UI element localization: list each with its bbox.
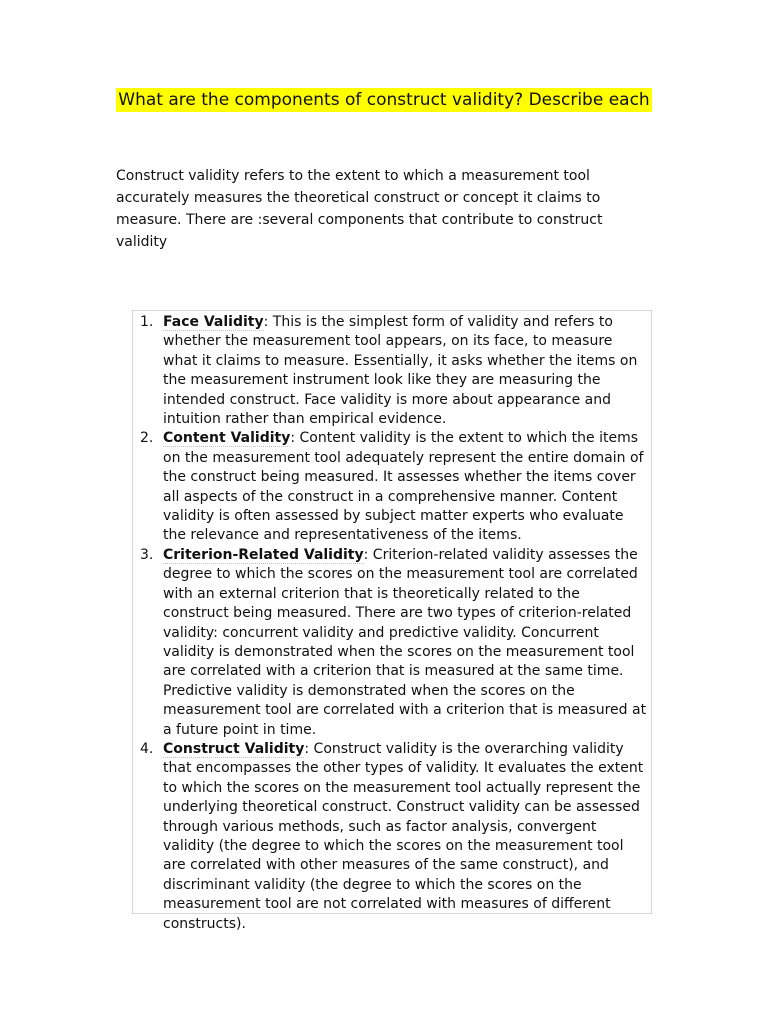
list-item [133,740,651,934]
list-item-text: : Construct validity is the overarching validity that encompasses the other types of validity. It evaluates the extent to which the scores on the measurement tool actually represent the underlying theoretical construct. Construct validity can be assessed through various methods, such as factor analysis, convergent validity (the degree to which the scores on the measurement tool are correlated with other measures of the same construct), and discriminant validity (the degree to which the scores on the measurement tool are not correlated with measures of different constructs). [163,740,644,932]
page-title: What are the components of construct validity? Describe each [118,90,650,110]
list-item [133,429,651,545]
list-item-text: : This is the simplest form of validity and refers to whether the measurement tool appears, on its face, to measure what it claims to measure. Essentially, it asks whether the items on the measurement instrument look like they are measuring the intended construct. Face validity is more about appearance and intuition rather than empirical evidence. [163,314,638,428]
list-item-number: 2. [140,430,154,447]
list-item-text: : Criterion-related validity assesses the degree to which the scores on the measurement tool are correlated with an external criterion that is theoretically related to the construct being measured. There are two types of criterion-related validity: concurrent validity and predictive validity. Concurrent validity is demonstrated when the scores on the measurement tool are correlated with a criterion that is measured at the same time. Predictive validity is demonstrated when the scores on the measurement tool are correlated with a criterion that is measured at a future point in time. [163,546,647,738]
list-item-number: 1. [140,314,154,330]
intro-paragraph: Construct validity refers to the extent to which a measurement tool accurately measures the theoretical construct or concept it claims to measure. There are :several components that contribute to construct validity [116,168,603,250]
construct-validity-term: Construct Validity [163,740,305,757]
content-validity-term: Content Validity [163,430,291,447]
list-item-text: : Content validity is the extent to which the items on the measurement tool adequately represent the entire domain of the construct being measured. It assesses whether the items cover all aspects of the construct in a comprehensive manner. Content validity is often assessed by subject matter experts who evaluate the relevance and representativeness of the items. [163,430,644,544]
list-item [133,546,651,740]
title-container [0,88,768,112]
list-item-number: 3. [140,546,154,563]
criterion-related-validity-term: Criterion-Related Validity [163,546,364,563]
components-list-box [132,310,652,932]
list-item-number: 4. [140,740,154,757]
face-validity-term: Face Validity [163,314,264,330]
components-list [133,313,651,934]
list-item [133,313,651,429]
